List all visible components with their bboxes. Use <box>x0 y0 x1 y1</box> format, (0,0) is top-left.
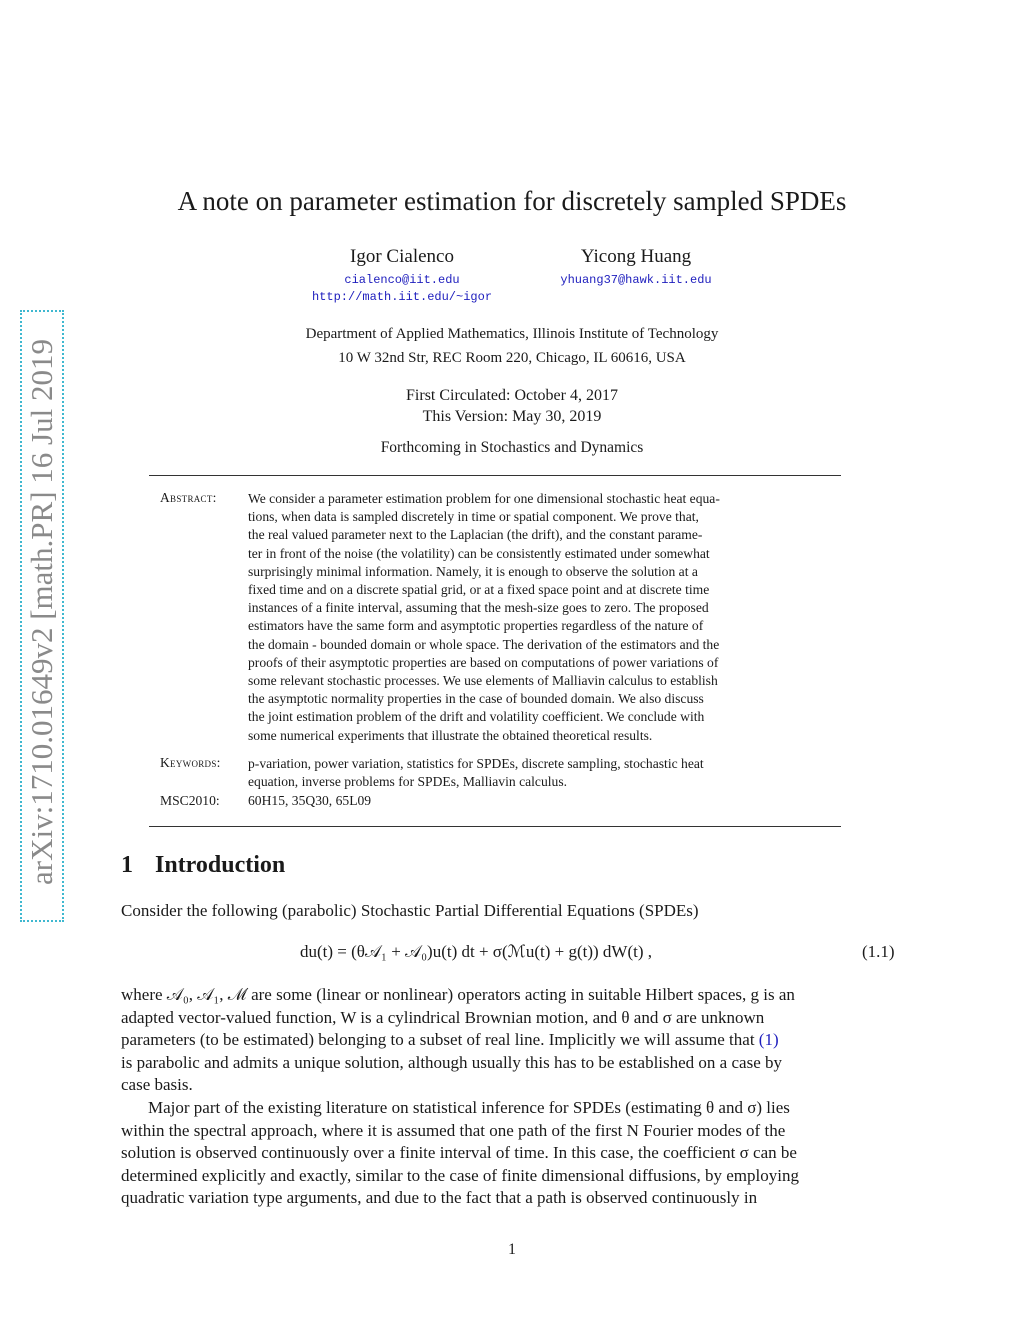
abstract-line: instances of a finite interval, assuming that the mesh-size goes to zero. The proposed <box>248 600 709 616</box>
abstract-line: proofs of their asymptotic properties are based on computations of power variations of <box>248 654 719 670</box>
paragraph-line: adapted vector-valued function, W is a cylindrical Brownian motion, and θ and σ are unknown <box>121 1007 765 1027</box>
msc-label: MSC2010: <box>160 793 220 808</box>
equation-1-1: du(t) = (θ𝒜₁ + 𝒜₀)u(t) dt + σ(ℳu(t) + g(t)) dW(t) , <box>300 942 652 961</box>
abstract-line: the joint estimation problem of the drift and volatility coefficient. We conclude with <box>248 709 705 725</box>
affiliation-address: 10 W 32nd Str, REC Room 220, Chicago, IL 60616, USA <box>338 350 686 366</box>
page-number: 1 <box>508 1241 516 1258</box>
bottom-rule <box>149 826 841 827</box>
paragraph-line: case basis. <box>121 1075 193 1095</box>
paragraph-line: determined explicitly and exactly, similar to the case of finite dimensional diffusions, by employing <box>121 1165 799 1185</box>
section-heading <box>121 852 285 879</box>
affiliation-department: Department of Applied Mathematics, Illinois Institute of Technology <box>305 326 719 342</box>
arxiv-identifier[interactable]: arXiv:1710.01649v2 [math.PR] 16 Jul 2019 <box>24 339 59 885</box>
section-number: 1 <box>121 852 133 878</box>
abstract-line: fixed time and on a discrete spatial grid, or at a fixed space point and at discrete time <box>248 582 710 598</box>
abstract-line: surprisingly minimal information. Namely, it is enough to observe the solution at a <box>248 563 698 579</box>
paragraph-line: is parabolic and admits a unique solution, although usually this has to be established on a case by <box>121 1052 782 1072</box>
abstract-line: the asymptotic normality properties in the case of bounded domain. We also discuss <box>248 691 704 707</box>
abstract-line: some numerical experiments that illustrate the obtained theoretical results. <box>248 727 653 743</box>
equation-reference-link[interactable]: (1) <box>758 1030 779 1050</box>
paragraph-line: within the spectral approach, where it is assumed that one path of the first N Fourier modes of the <box>121 1120 786 1140</box>
paper-title: A note on parameter estimation for discretely sampled SPDEs <box>177 186 847 216</box>
intro-sentence: Consider the following (parabolic) Stochastic Partial Differential Equations (SPDEs) <box>121 901 699 920</box>
paragraph-line: where 𝒜₀, 𝒜₁, ℳ are some (linear or nonlinear) operators acting in suitable Hilbert spaces, g is an <box>121 985 795 1004</box>
abstract-line: estimators have the same form and asymptotic properties regardless of the nature of <box>248 618 704 634</box>
first-circulated-date: First Circulated: October 4, 2017 <box>406 387 618 404</box>
keywords-line: p-variation, power variation, statistics for SPDEs, discrete sampling, stochastic heat <box>248 756 704 771</box>
abstract-text <box>248 490 831 745</box>
abstract-line: the domain - bounded domain or whole space. The derivation of the estimators and the <box>248 636 720 652</box>
this-version-date: This Version: May 30, 2019 <box>422 408 602 425</box>
paragraph-line: quadratic variation type arguments, and due to the fact that a path is observed continuously in <box>121 1188 758 1208</box>
paragraph-2 <box>121 1097 904 1210</box>
paragraph-line-text: parameters (to be estimated) belonging to a subset of real line. Implicitly we will assume that <box>121 1030 759 1050</box>
equation-number: (1.1) <box>862 942 895 961</box>
paragraph-line <box>121 1029 904 1052</box>
keywords-label: Keywords: <box>160 755 221 770</box>
keywords-line: equation, inverse problems for SPDEs, Malliavin calculus. <box>248 774 568 790</box>
top-rule <box>149 475 841 476</box>
forthcoming-note: Forthcoming in Stochastics and Dynamics <box>380 439 644 456</box>
abstract-line: the real valued parameter next to the Laplacian (the drift), and the constant parame- <box>248 527 703 543</box>
section-title: Introduction <box>155 852 286 878</box>
paragraph-line: solution is observed continuously over a finite interval of time. In this case, the coefficient σ can be <box>121 1143 797 1163</box>
author-email-2[interactable]: yhuang37@hawk.iit.edu <box>560 273 712 287</box>
paragraph-line: Major part of the existing literature on statistical inference for SPDEs (estimating θ and σ) lies <box>148 1098 790 1117</box>
keywords-text <box>248 755 831 791</box>
author-url-1[interactable]: http://math.iit.edu/~igor <box>311 290 493 304</box>
msc-codes: 60H15, 35Q30, 65L09 <box>248 793 372 808</box>
abstract-line: We consider a parameter estimation problem for one dimensional stochastic heat equa- <box>248 491 720 506</box>
author-name-2: Yicong Huang <box>580 246 692 267</box>
abstract-label: Abstract: <box>160 490 217 505</box>
author-email-1[interactable]: cialenco@iit.edu <box>344 273 460 287</box>
author-name-1: Igor Cialenco <box>350 246 454 267</box>
paragraph-1 <box>121 984 904 1097</box>
abstract-line: ter in front of the noise (the volatility) can be consistently estimated under somewhat <box>248 545 710 561</box>
abstract-line: tions, when data is sampled discretely in time or spatial component. We prove that, <box>248 509 699 525</box>
abstract-line: some relevant stochastic processes. We use elements of Malliavin calculus to establish <box>248 673 718 689</box>
